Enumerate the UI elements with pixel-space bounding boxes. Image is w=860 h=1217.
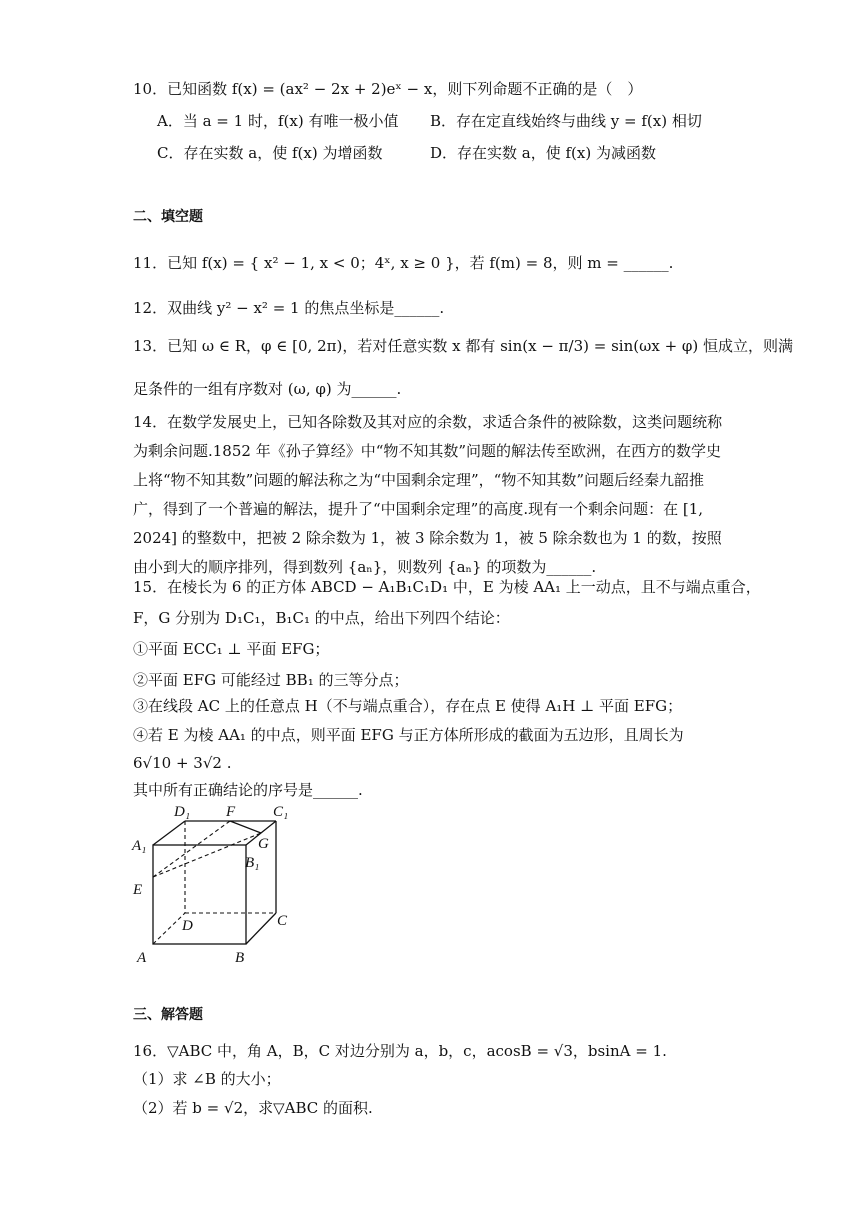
question-16-stem: 16．▽ABC 中，角 A，B，C 对边分别为 a，b，c，acosB = √3，bsinA = 1. <box>133 1042 667 1060</box>
label-a: A <box>137 950 147 966</box>
cube-hidden-edge-ad <box>153 913 185 944</box>
cube-front-face <box>153 845 246 944</box>
label-a1: A₁ <box>132 838 147 854</box>
label-b1: B₁ <box>245 855 260 871</box>
question-13-line-2: 足条件的一组有序数对 (ω, φ) 为______. <box>133 380 402 398</box>
question-10-option-b: B．存在定直线始终与曲线 y = f(x) 相切 <box>430 112 702 130</box>
label-b: B <box>235 950 245 966</box>
label-f: F <box>226 804 236 820</box>
label-g: G <box>258 836 269 852</box>
question-10-option-a: A．当 a = 1 时，f(x) 有唯一极小值 <box>157 112 399 130</box>
section-heading-solutions: 三、解答题 <box>133 1007 203 1023</box>
question-16-part-1: （1）求 ∠B 的大小； <box>133 1070 281 1088</box>
label-e: E <box>133 882 143 898</box>
question-12: 12．双曲线 y² − x² = 1 的焦点坐标是______. <box>133 299 445 317</box>
question-10-option-c: C．存在实数 a，使 f(x) 为增函数 <box>157 144 383 162</box>
label-c: C <box>277 913 288 929</box>
section-line-ef <box>153 821 230 877</box>
question-15-ask: 其中所有正确结论的序号是______. <box>133 781 363 799</box>
label-c1: C₁ <box>273 804 289 820</box>
label-d1: D₁ <box>174 804 191 820</box>
question-10-stem: 10．已知函数 f(x) = (ax² − 2x + 2)eˣ − x，则下列命题不正确的是（ ） <box>133 80 643 98</box>
question-14: 14．在数学发展史上，已知各除数及其对应的余数，求适合条件的被除数，这类问题统称为剩余问题.1852 年《孙子算经》中“物不知其数”问题的解法传至欧洲，在西方的数学史上将“物不知其数”问题的解法称之为“中国剩余定理”，“物不知其数”问题后经秦九韶推广，得到了一个普遍的解法，提升了“中国剩余定理”的高度.现有一个剩余问题：在 [1, 2024] 的整数中，把被 2 除余数为 1，被 3 除余数为 1，被 5 除余数也为 1 的数，按照由小到大的顺序排列，得到数列 {aₙ}，则数列 {aₙ} 的项数为______. <box>133 413 723 576</box>
cube-edge-a1d1 <box>153 821 185 845</box>
question-11: 11．已知 f(x) = { x² − 1, x < 0；4ˣ, x ≥ 0 }，若 f(m) = 8，则 m = ______. <box>133 254 674 272</box>
section-heading-fill-in: 二、填空题 <box>133 209 203 225</box>
question-10-option-d: D．存在实数 a，使 f(x) 为减函数 <box>430 144 656 162</box>
question-15-conclusion-4a: ④若 E 为棱 AA₁ 的中点，则平面 EFG 与正方体所形成的截面为五边形，且周长为 <box>133 726 684 744</box>
cube-figure <box>130 802 300 968</box>
label-d: D <box>182 918 193 934</box>
question-15-conclusion-1: ①平面 ECC₁ ⊥ 平面 EFG； <box>133 640 330 658</box>
question-15-conclusion-4b: 6√10 + 3√2 . <box>133 754 232 772</box>
question-15-conclusion-3: ③在线段 AC 上的任意点 H（不与端点重合），存在点 E 使得 A₁H ⊥ 平面 EFG； <box>133 697 683 715</box>
question-13-line-1: 13．已知 ω ∈ R，φ ∈ [0, 2π)，若对任意实数 x 都有 sin(x − π/3) = sin(ωx + φ) 恒成立，则满 <box>133 337 794 355</box>
question-15-stem-1: 15．在棱长为 6 的正方体 ABCD − A₁B₁C₁D₁ 中，E 为棱 AA₁ 上一动点，且不与端点重合， <box>133 578 761 596</box>
question-15-conclusion-2: ②平面 EFG 可能经过 BB₁ 的三等分点； <box>133 671 409 689</box>
cube-edge-bc <box>246 913 276 944</box>
question-15-stem-2: F，G 分别为 D₁C₁，B₁C₁ 的中点，给出下列四个结论： <box>133 609 510 627</box>
question-16-part-2: （2）若 b = √2，求▽ABC 的面积. <box>133 1099 373 1117</box>
section-line-fg <box>230 821 261 833</box>
